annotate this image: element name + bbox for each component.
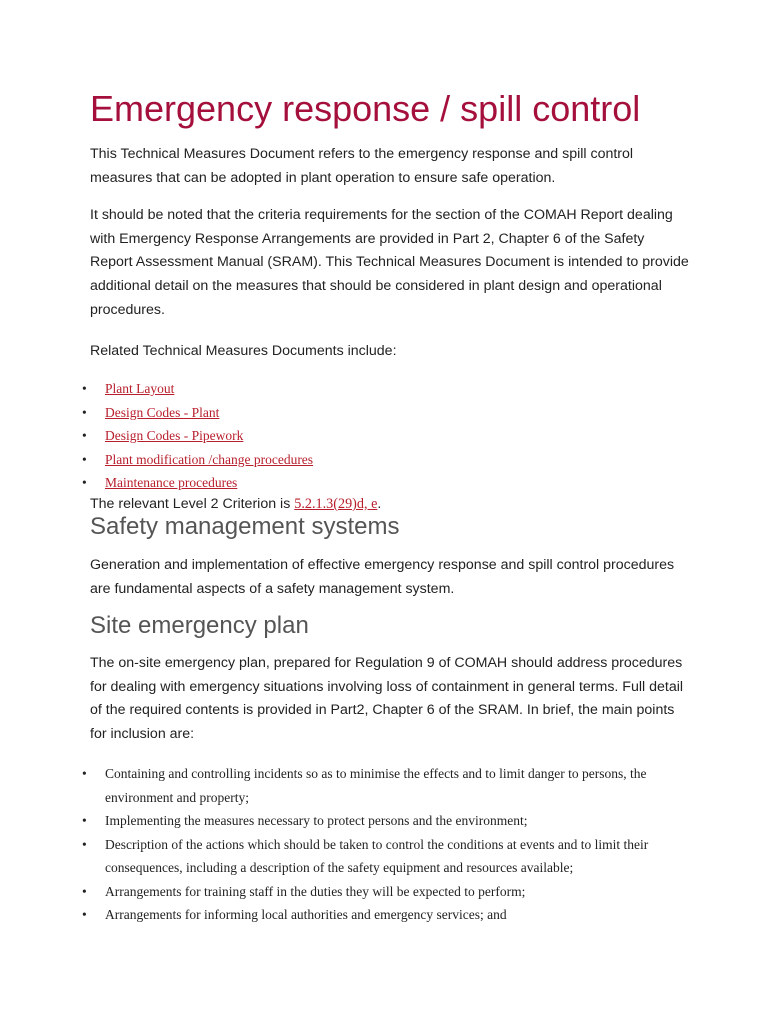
intro-paragraph: This Technical Measures Document refers to the emergency response and spill control measures that can be adopted in plant operation to ensure safe operation. <box>90 146 634 186</box>
list-item: • Description of the actions which should be taken to control the conditions at events and to limit their consequences, including a description of the safety equipment and resources available; <box>0 833 680 880</box>
link-plant-modification[interactable]: Plant modification /change procedures <box>105 451 314 467</box>
list-item <box>0 401 313 425</box>
link-plant-layout[interactable]: Plant Layout <box>105 381 175 396</box>
list-item <box>0 424 313 448</box>
page-title: Emergency response / spill control <box>90 88 641 129</box>
related-docs-list <box>0 377 313 495</box>
site-plan-points-list <box>0 762 680 927</box>
comah-paragraph: It should be noted that the criteria requirements for the section of the COMAH Report dealing with Emergency Response Arrangements are provided in Part 2, Chapter 6 of the Safety Report Assessment Manual (SRAM). This Technical Measures Document is intended to provide additional detail on the measures that should be considered in plant design and operational procedures. <box>90 207 689 318</box>
list-item: • Arrangements for informing local authorities and emergency services; and <box>0 903 680 927</box>
criterion-suffix: . <box>377 496 382 512</box>
site-plan-paragraph: The on-site emergency plan, prepared for Regulation 9 of COMAH should address procedures for dealing with emergency situations involving loss of containment in general terms. Full detail of the required contents is provided in Part2, Chapter 6 of the SRAM. In brief, the main points for inclusion are: <box>90 655 684 743</box>
list-item <box>0 377 313 401</box>
list-item: • Arrangements for training staff in the duties they will be expected to perform; <box>0 880 680 904</box>
heading-site-emergency-plan: Site emergency plan <box>90 612 309 639</box>
list-item <box>0 471 313 495</box>
criterion-prefix: The relevant Level 2 Criterion is <box>90 496 295 512</box>
heading-safety-management: Safety management systems <box>90 513 400 540</box>
list-item: • Implementing the measures necessary to protect persons and the environment; <box>0 809 680 833</box>
sms-paragraph: Generation and implementation of effective emergency response and spill control procedures are fundamental aspects of a safety management system. <box>90 557 675 597</box>
list-item <box>0 448 313 472</box>
list-item: • Containing and controlling incidents so as to minimise the effects and to limit danger to persons, the environment and property; <box>0 762 680 809</box>
related-docs-intro: Related Technical Measures Documents include: <box>90 343 397 359</box>
link-design-codes-pipework[interactable]: Design Codes - Pipework <box>105 428 244 444</box>
criterion-link[interactable]: 5.2.1.3(29)d, e <box>294 496 378 512</box>
link-design-codes-plant[interactable]: Design Codes - Plant <box>105 404 220 420</box>
link-maintenance-procedures[interactable]: Maintenance procedures <box>105 475 238 491</box>
